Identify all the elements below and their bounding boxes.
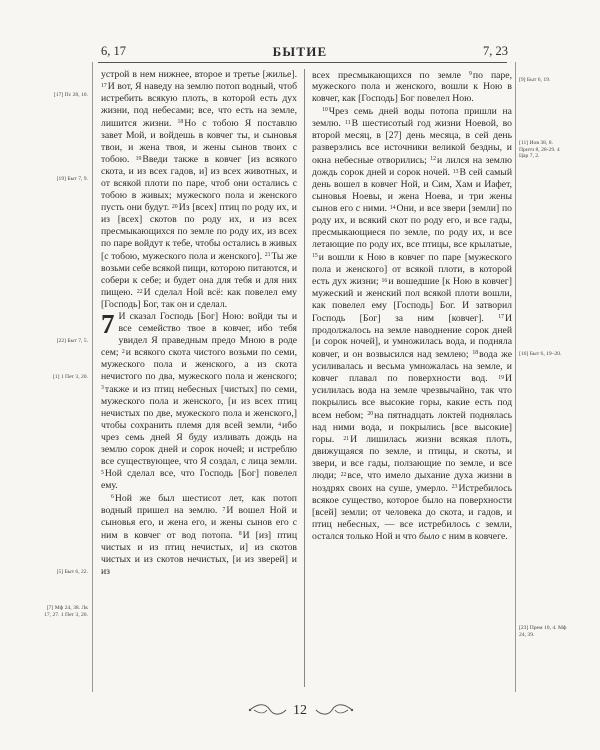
verse-number: 18 [177,119,184,126]
verse-number: 10 [322,107,328,114]
column-divider [304,69,305,687]
verse-number: 13 [452,168,459,175]
scripture-paragraph [101,492,297,577]
scripture-paragraph [312,69,512,105]
verse-number: 15 [312,253,318,260]
verse-number: 17 [498,314,504,321]
margin-reference: [23] Прем 10, 4. Мф 24, 39. [519,625,567,638]
margin-reference: [16] Быт 6, 19–20. [519,351,562,357]
verse-number: 16 [381,277,388,284]
chapter-number: 7 [101,309,115,340]
right-ornament-icon [314,701,354,719]
scripture-paragraph [312,105,512,542]
verse-number: 19 [135,155,142,162]
verse-text: устрой в нем нижнее, второе и третье [жилье]. $^{17}$И вот, Я наведу на землю потоп водный, чтоб истребить всякую плоть, в которой есть дух жизни, под небесами; все, что есть на земле, лишится жизни. $^{18}$Но с тобою Я поставлю завет Мой, и войдешь в ковчег ты, и сыновья твои, и жена твоя, и жены сынов твоих с тобою. $^{19}$Введи также в ковчег [из всякого скота, и из всех гадов, и] из всех животных, и от всякой плоти по паре, чтоб они остались с тобою в живых; мужеского пола и женского пусть они будут. $^{20}$Из [всех] птиц по роду их, и из [всех] скотов по роду их, и из всех пресмыкающихся по земле по роду их, из всех по паре войдут к тебе, чтобы остались в живых [с тобою, мужеского пола и женского]. $^{21}$Ты же возьми себе всякой пищи, которою питаются, и собери к себе; и будет она для тебя и для них пищею. $^{22}$И сделал Ной всё: как повелел ему [Господь] Бог, так он и сделал. [101,69,297,311]
left-text-column [101,69,297,578]
verse-number: 6 [111,494,114,501]
scripture-paragraph [101,311,297,492]
verse-number: 8 [238,531,242,538]
verse-number: 9 [469,71,472,77]
verse-number: 14 [389,204,396,211]
margin-reference: [9] Быт 6, 19. [519,77,551,83]
verse-number: 22 [136,288,143,295]
verse-number: 21 [264,252,271,259]
verse-number: 20 [367,411,374,418]
verse-number: 21 [343,435,350,442]
margin-reference: [11] Иов 38, 8. Притч 8, 28-29. 4 Цар 7, 2. [519,140,560,160]
right-text-column [312,69,512,543]
header-rule [98,62,507,63]
verse-number: 22 [340,471,347,478]
verse-text: $^6$Ной же был шестисот лет, как потоп водный пришел на землю. $^7$И вошел Ной и сыновья его, и жена его, и жены сынов его с ним в ковчег от вод потопа. $^8$И [из] птиц чистых и из птиц нечистых, и] из скотов чистых и из скотов нечистых, [и из зверей] и из [101,492,298,577]
verse-text: $^{10}$Чрез семь дней воды потопа пришли на землю. $^{11}$В шестисотый год жизни Ноевой, во второй месяц, в [27] день месяца, в сей день разверзлись все источники великой бездны, и окна небесные отворились; $^{12}$и лился на землю дождь сорок дней и сорок ночей. $^{13}$В сей самый день вошел в ковчег Ной, и Сим, Хам и Иафет, сыновья Ноевы, и жена Ноева, и три жены сынов его с ними. $^{14}$Они, и все звери [земли] по роду их, и всякий скот по роду его, и все гады, пресмыкающиеся по земле, по роду их, и все летающие по роду их, все птицы, все крылатые, $^{15}$и вошли к Ною в ковчег по паре [мужеского пола и женского] от всякой плоти, в которой есть дух жизни; $^{16}$и вошедшие [к Ною в ковчег] мужеский и женский пол всякой плоти вошли, как повелел ему [Господь] Бог. И затворил Господь [Бог] за ним [ковчег]. $^{17}$И продолжалось на земле наводнение сорок дней [и сорок ночей], и умножилась вода, и подняла ковчег, и он возвысился над землею; $^{18}$вода же усиливалась и весьма умножалась на земле, и ковчег плавал по поверхности вод. $^{19}$И усилилась вода на земле чрезвычайно, так что покрылись все высокие горы, какие есть под всем небом; $^{20}$на пятнадцать локтей поднялась над ними вода, и покрылись [все высокие] горы. $^{21}$И лишилась жизни всякая плоть, движущаяся по земле, и птицы, и скоты, и звери, и все гады, ползающие по земле, и все люди; $^{22}$все, что имело дыхание духа жизни в ноздрях своих на суше, умерло. $^{23}$Истребилось всякое существо, которое было на поверхности [всей] земли; от человека до скота, и гадов, и птиц небесных, — все истребилось с земли, остался только Ной и что было с ним в ковчеге. [312,105,512,542]
right-frame-rule [515,62,516,692]
verse-number: 3 [101,385,104,392]
page-title: БЫТИЕ [272,44,328,59]
margin-reference: [17] Пс 28, 10. [53,92,88,98]
header-right-reference: 7, 23 [483,44,508,58]
verse-number: 4 [278,421,282,428]
verse-number: 20 [171,203,178,210]
verse-text: И сказал Господь [Бог] Ною: войди ты и все семейство твое в ковчег, ибо тебя увидел Я праведным предо Мною в роде сем; $^2$и всякого скота чистого возьми по семи, мужеского пола и женского, а из скота нечистого по два, мужеского пола и женского; $^3$также и из птиц небесных [чистых] по семи, мужеского пола и женского, [и из всех птиц нечистых по две, мужеского пола и женского,] чтобы сохранить племя для всей земли, $^4$ибо чрез семь дней Я буду изливать дождь на землю сорок дней и сорок ночей; и истреблю все существующее, что Я создал, с лица земли. $^5$Ной сделал все, что Господь [Бог] повелел ему. [101,311,297,492]
verse-number: 11 [345,119,351,126]
verse-number: 19 [498,374,504,381]
verse-number: 23 [451,484,458,491]
verse-text: всех пресмыкающихся по земле $^9$по паре, мужеского пола и женского, вошли к Ною в ковчег, как [Господь] Бог повелел Ною. [312,69,512,105]
page-footer [0,697,600,727]
verse-number: 5 [101,469,104,476]
margin-reference: [7] Мф 24, 38. Лк 17, 27. 1 Пет 3, 20. [44,605,88,618]
margin-reference: [19] Быт 7, 9. [56,176,88,182]
margin-reference: [5] Быт 6, 22. [56,569,88,575]
scripture-paragraph [101,69,297,311]
verse-number: 7 [222,506,226,513]
header-left-reference: 6, 17 [101,44,126,58]
left-frame-rule [92,62,93,692]
verse-number: 2 [121,348,125,355]
verse-number: 17 [101,82,107,89]
page-number: 12 [293,703,307,718]
margin-reference: [1] 1 Пет 3, 20. [52,374,88,380]
verse-number: 18 [472,350,479,357]
margin-reference: [22] Быт 7, 5. [56,338,88,344]
verse-number: 12 [430,156,437,163]
